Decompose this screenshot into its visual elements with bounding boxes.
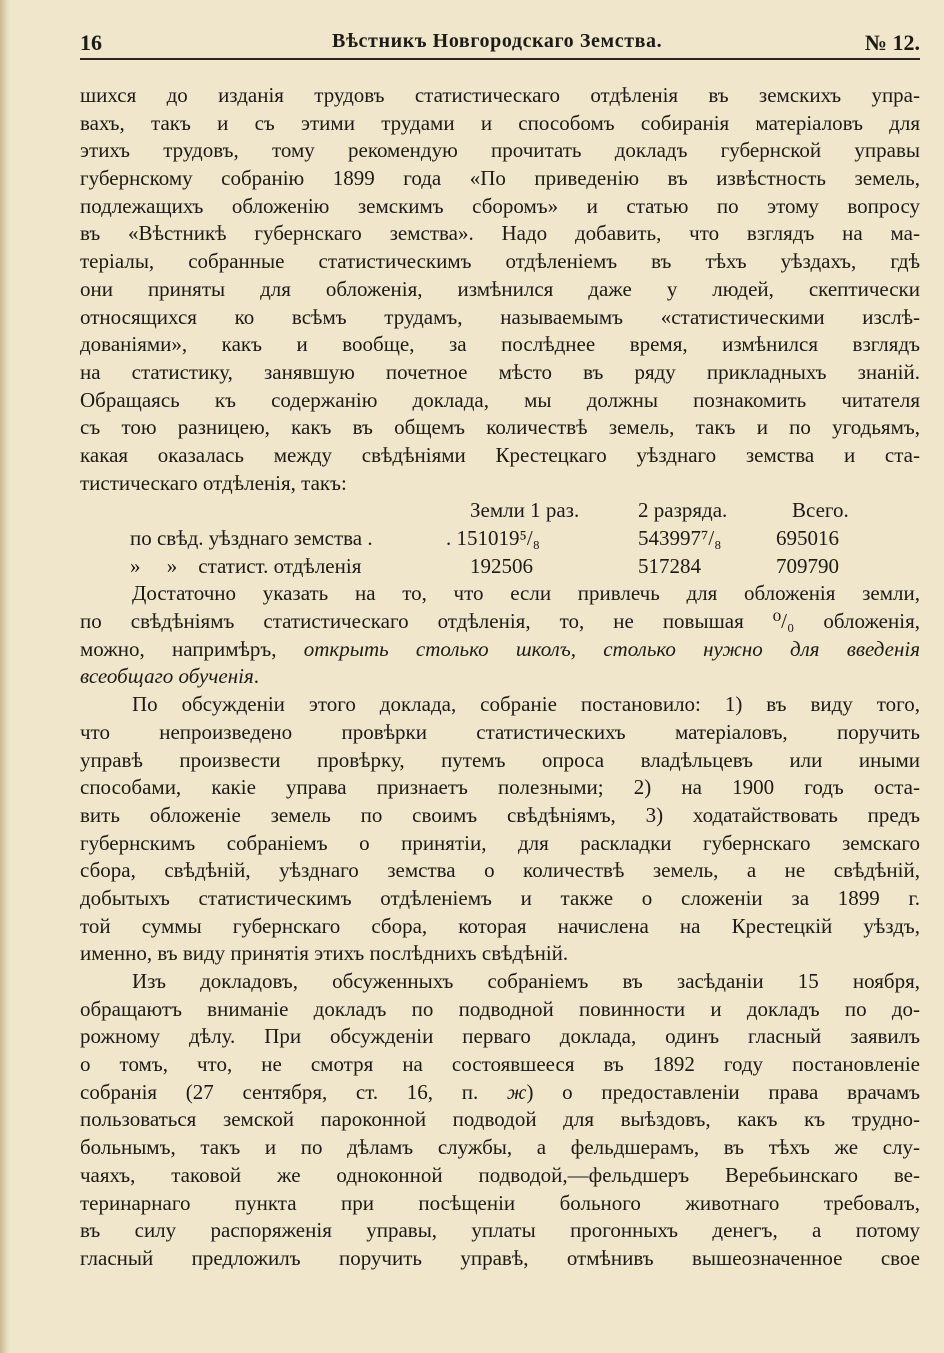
text-line: теринарнаго пункта при посѣщеніи больного животнаго требовалъ, <box>80 1190 920 1215</box>
text-line: именно, въ виду принятія этихъ послѣднихъ свѣдѣній. <box>80 941 569 966</box>
text-line: какая оказалась между свѣдѣніями Крестецкаго уѣзднаго земства и ста- <box>80 442 920 467</box>
text-line <box>80 663 920 691</box>
italic-text-run: всеобщаго обученія <box>80 664 254 689</box>
text-run: . <box>253 664 259 689</box>
cell-value: 543997⁷/₈ <box>638 526 722 550</box>
row-label: » » статист. отдѣленія <box>130 553 362 578</box>
text-line <box>80 1079 920 1107</box>
cell-value: 709790 <box>776 553 839 578</box>
col-header-category-2: 2 разряда. <box>638 498 728 523</box>
page-edge-shadow <box>0 0 10 1353</box>
italic-text-run: открыть столько школъ, столько нужно для введенія <box>303 636 920 661</box>
cell-value: . 151019⁵/₈ <box>446 526 540 550</box>
journal-title: Вѣстникъ Новгородскаго Земства. <box>332 30 663 52</box>
text-line: пользоваться земской пароконной подводой для выѣздовъ, какъ къ трудно- <box>80 1107 920 1132</box>
text-line: относящихся ко всѣмъ трудамъ, называемымъ «статистическими изслѣ- <box>80 304 920 329</box>
text-line: способами, какіе управа признаетъ полезными; 2) на 1900 годъ оста- <box>80 775 920 800</box>
text-line: съ тою разницею, какъ въ общемъ количествѣ земель, такъ и по угодьямъ, <box>80 415 920 440</box>
cell-value: 517284 <box>638 553 701 578</box>
text-run: собранія (27 сентября, ст. 16, п. <box>80 1079 507 1104</box>
text-line: По обсужденіи этого доклада, собраніе постановило: 1) въ виду того, <box>132 692 920 717</box>
text-run: ) о предоставленіи права врачамъ <box>526 1079 920 1104</box>
col-header-total: Всего. <box>792 498 849 523</box>
header-rule <box>80 58 920 60</box>
cell-value: 192506 <box>470 553 533 578</box>
text-line: больнымъ, такъ и по дѣламъ службы, а фельдшерамъ, въ тѣхъ же слу- <box>80 1135 920 1160</box>
text-line: вить обложеніе земель по своимъ свѣдѣніямъ, 3) ходатайствовать предъ <box>80 802 920 827</box>
text-line: дованіями», какъ и вообще, за послѣднее время, измѣнился взглядъ <box>80 332 920 357</box>
table-row <box>80 525 920 553</box>
text-line: на статистику, занявшую почетное мѣсто въ ряду прикладныхъ знаній. <box>80 359 920 384</box>
table-row <box>80 553 920 581</box>
issue-number: № 12. <box>864 30 920 55</box>
text-line: Изъ докладовъ, обсуженныхъ собраніемъ въ засѣданіи 15 ноября, <box>132 969 920 993</box>
italic-text-run: ж <box>506 1079 527 1104</box>
text-line: губернскому собранію 1899 года «По приведенію въ извѣстность земель, <box>80 166 920 191</box>
text-line: тистическаго отдѣленія, такъ: <box>80 470 347 495</box>
text-line: этихъ трудовъ, тому рекомендую прочитать докладъ губернской управы <box>80 138 920 163</box>
text-line: подлежащихъ обложенію земскимъ сборомъ» и статью по этому вопросу <box>80 193 920 218</box>
text-line: теріалы, собранные статистическимъ отдѣленіемъ въ тѣхъ уѣздахъ, гдѣ <box>80 249 920 274</box>
text-line: Обращаясь къ содержанію доклада, мы должны познакомить читателя <box>80 387 920 412</box>
land-comparison-table <box>80 497 920 580</box>
paragraph-4 <box>80 968 920 1273</box>
text-line: что непроизведено провѣрки статистическихъ матеріаловъ, поручить <box>80 719 920 744</box>
article-body <box>80 82 920 1273</box>
text-line: въ силу распоряженія управы, уплаты прогонныхъ денегъ, а потому <box>80 1218 920 1243</box>
col-header-category-1: Земли 1 раз. <box>470 498 580 523</box>
text-line: той суммы губернскаго сбора, которая начислена на Крестецкій уѣздъ, <box>80 913 920 938</box>
text-line: гласный предложилъ поручить управѣ, отмѣнивъ вышеозначенное свое <box>80 1245 920 1270</box>
text-run: можно, напримѣръ, <box>80 636 304 661</box>
page-number: 16 <box>80 30 102 55</box>
text-line <box>80 636 920 664</box>
running-header <box>80 26 920 58</box>
text-line: Достаточно указать на то, что если привлечь для обложенія земли, <box>132 581 920 606</box>
paragraph-2 <box>80 580 920 691</box>
text-line: добытыхъ статистическимъ отдѣленіемъ и также о сложеніи за 1899 г. <box>80 885 920 910</box>
text-line: управѣ произвести провѣрку, путемъ опроса владѣльцевъ или иными <box>80 747 920 772</box>
text-line: сбора, свѣдѣній, уѣзднаго земства о количествѣ земель, а не свѣдѣній, <box>80 858 920 883</box>
paragraph-3 <box>80 691 920 968</box>
cell-value: 695016 <box>776 526 839 550</box>
text-line: по свѣдѣніямъ статистическаго отдѣленія, то, не повышая ⁰/₀ обложенія, <box>80 609 920 634</box>
paragraph-1 <box>80 82 920 497</box>
text-line: они приняты для обложенія, измѣнился даже у людей, скептически <box>80 276 920 301</box>
table-header-row <box>80 497 920 525</box>
row-label: по свѣд. уѣзднаго земства . <box>130 526 373 550</box>
text-line: шихся до изданія трудовъ статистическаго отдѣленія въ земскихъ упра- <box>80 83 920 107</box>
text-line: въ «Вѣстникѣ губернскаго земства». Надо добавить, что взглядъ на ма- <box>80 221 920 246</box>
text-line: о томъ, что, не смотря на состоявшееся въ 1892 году постановленіе <box>80 1052 920 1077</box>
text-line: вахъ, такъ и съ этими трудами и способомъ собиранія матеріаловъ для <box>80 110 920 135</box>
text-line: рожному дѣлу. При обсужденіи перваго доклада, одинъ гласный заявилъ <box>80 1024 920 1049</box>
text-line: губернскимъ собраніемъ о принятіи, для раскладки губернскаго земскаго <box>80 830 920 855</box>
text-line: чаяхъ, таковой же одноконной подводой,—фельдшеръ Веребьинскаго ве- <box>80 1162 920 1187</box>
text-line: обращаютъ вниманіе докладъ по подводной повинности и докладъ по до- <box>80 996 920 1021</box>
